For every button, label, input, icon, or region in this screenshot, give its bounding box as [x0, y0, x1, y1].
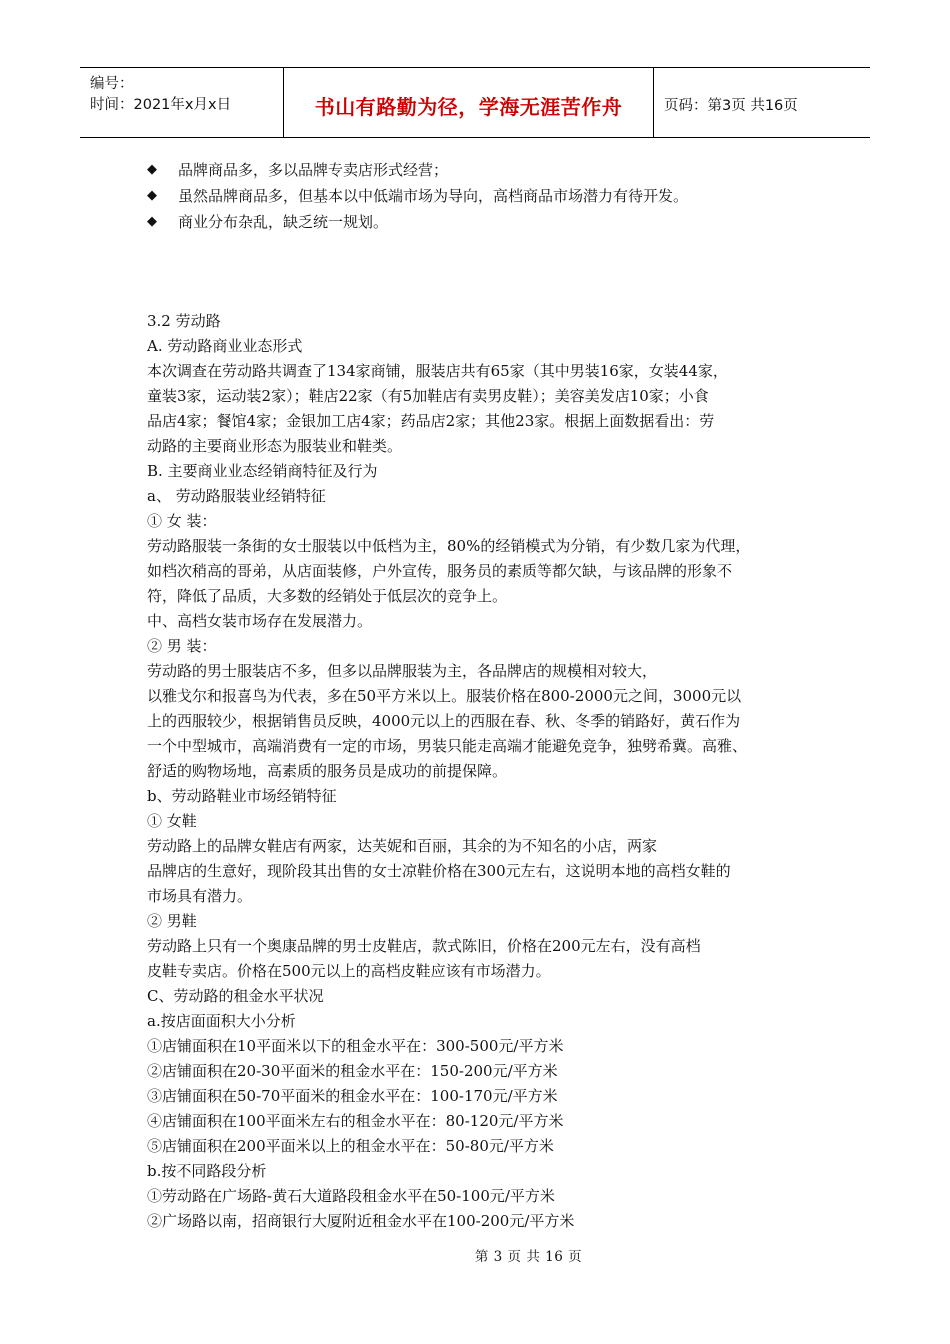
paragraph-line: 符，降低了品质，大多数的经销处于低层次的竞争上。 — [147, 587, 508, 605]
paragraph-line: 动路的主要商业形态为服装业和鞋类。 — [147, 437, 403, 455]
item-heading: ② 男 装： — [147, 637, 217, 655]
bullet-icon: ◆ — [147, 214, 157, 229]
list-item: ③店铺面积在50-70平面米的租金水平在：100-170元/平方米 — [147, 1087, 558, 1105]
paragraph-line: 品店4家；餐馆4家；金银加工店4家；药品店2家；其他23家。根据上面数据看出：劳 — [147, 412, 715, 430]
footer-page-number: 第 3 页 共 16 页 — [474, 1249, 583, 1265]
subsection-heading: a、 劳动路服装业经销特征 — [147, 487, 326, 505]
list-heading: a.按店面面积大小分析 — [147, 1012, 296, 1030]
header-page-cell — [654, 68, 870, 137]
header-motto-cell — [284, 68, 654, 137]
header-motto: 书山有路勤为径，学海无涯苦作舟 — [314, 95, 623, 119]
paragraph-line: 市场具有潜力。 — [147, 887, 253, 905]
bullet-text: 品牌商品多，多以品牌专卖店形式经营； — [178, 161, 449, 179]
paragraph-line: 中、高档女装市场存在发展潜力。 — [147, 612, 373, 630]
item-heading: ① 女 装： — [147, 512, 217, 530]
paragraph-line: 如档次稍高的哥弟，从店面装修，户外宣传，服务员的素质等都欠缺，与该品牌的形象不 — [147, 562, 733, 580]
page-footer — [0, 1245, 950, 1265]
paragraph-line: 舒适的购物场地，高素质的服务员是成功的前提保障。 — [147, 762, 508, 780]
list-heading: b.按不同路段分析 — [147, 1162, 267, 1180]
paragraph-line: 皮鞋专卖店。价格在500元以上的高档皮鞋应该有市场潜力。 — [147, 962, 551, 980]
item-heading: ② 男鞋 — [147, 912, 197, 930]
paragraph-line: 劳动路服装一条街的女士服装以中低档为主，80%的经销模式为分销，有少数几家为代理， — [147, 537, 751, 555]
section-heading: 3.2 劳动路 — [147, 312, 221, 330]
document-date: 时间：2021年x月x日 — [90, 97, 232, 113]
list-item: ①劳动路在广场路-黄石大道路段租金水平在50-100元/平方米 — [147, 1187, 555, 1205]
paragraph-line: 劳动路上只有一个奥康品牌的男士皮鞋店，款式陈旧，价格在200元左右，没有高档 — [147, 937, 701, 955]
list-item: ②广场路以南，招商银行大厦附近租金水平在100-200元/平方米 — [147, 1212, 575, 1230]
paragraph-line: 一个中型城市，高端消费有一定的市场，男装只能走高端才能避免竞争，独劈希冀。高雅、 — [147, 737, 748, 755]
bullet-icon: ◆ — [147, 188, 157, 203]
header-page-number: 页码：第3页 共16页 — [664, 98, 798, 114]
document-number: 编号： — [90, 76, 134, 92]
bullet-text: 虽然品牌商品多，但基本以中低端市场为导向，高档商品市场潜力有待开发。 — [178, 187, 689, 205]
list-item: ①店铺面积在10平面米以下的租金水平在：300-500元/平方米 — [147, 1037, 564, 1055]
paragraph-line: 劳动路的男士服装店不多，但多以品牌服装为主，各品牌店的规模相对较大， — [147, 662, 658, 680]
paragraph-line: 品牌店的生意好，现阶段其出售的女士凉鞋价格在300元左右，这说明本地的高档女鞋的 — [147, 862, 731, 880]
paragraph-line: 以雅戈尔和报喜鸟为代表，多在50平方米以上。服装价格在800-2000元之间，3000元以 — [147, 687, 742, 705]
subsection-heading: B. 主要商业业态经销商特征及行为 — [147, 462, 378, 480]
bullet-text: 商业分布杂乱，缺乏统一规划。 — [178, 213, 389, 231]
page-header — [80, 67, 870, 138]
subsection-heading: A. 劳动路商业业态形式 — [147, 337, 303, 355]
list-item: ⑤店铺面积在200平面米以上的租金水平在：50-80元/平方米 — [147, 1137, 554, 1155]
paragraph-line: 童装3家，运动装2家）；鞋店22家（有5加鞋店有卖男皮鞋）；美容美发店10家；小食 — [147, 387, 709, 405]
list-item: ④店铺面积在100平面米左右的租金水平在：80-120元/平方米 — [147, 1112, 564, 1130]
list-item: ②店铺面积在20-30平面米的租金水平在：150-200元/平方米 — [147, 1062, 558, 1080]
paragraph-line: 劳动路上的品牌女鞋店有两家，达芙妮和百丽，其余的为不知名的小店，两家 — [147, 837, 658, 855]
subsection-heading: C、劳动路的租金水平状况 — [147, 987, 324, 1005]
bullet-icon: ◆ — [147, 162, 157, 177]
paragraph-line: 上的西服较少，根据销售员反映，4000元以上的西服在春、秋、冬季的销路好，黄石作为 — [147, 712, 741, 730]
item-heading: ① 女鞋 — [147, 812, 197, 830]
header-meta-cell — [80, 68, 284, 137]
paragraph-line: 本次调查在劳动路共调查了134家商铺，服装店共有65家（其中男装16家，女装44家， — [147, 362, 728, 380]
subsection-heading: b、劳动路鞋业市场经销特征 — [147, 787, 337, 805]
